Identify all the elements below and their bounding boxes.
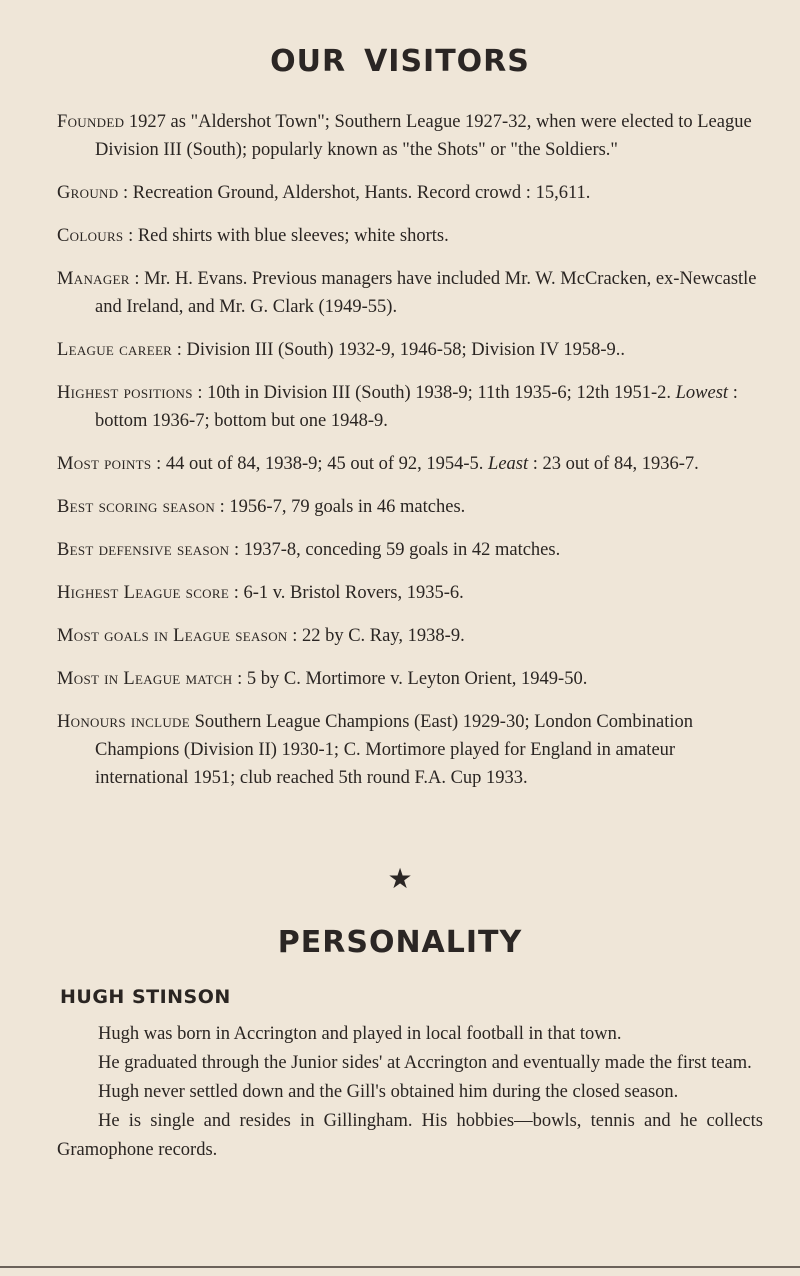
entry-label: Highest League score: [57, 583, 230, 603]
entry-text: : 10th in Division III (South) 1938-9; 11th 1935-6; 12th 1951-2.: [192, 383, 676, 403]
entry-sublabel: Lowest: [675, 383, 729, 403]
entry-label: Colours: [57, 226, 124, 246]
entry-label: Most goals in League season: [57, 626, 288, 646]
entry-text: : 23 out of 84, 1936-7.: [528, 454, 699, 474]
entry-label: Manager: [57, 269, 130, 289]
entry-league-career: [57, 336, 767, 364]
entry-sublabel: Least: [488, 454, 529, 474]
personality-bio: [57, 1020, 763, 1165]
entry-highest-positions: [57, 379, 767, 435]
entry-text: Southern League Champions (East) 1929-30; London Combination Champions (Division II) 1930-1; C. Mortimore played for England in amateur international 1951; club reached 5th round F.A. Cup 1933.: [95, 712, 694, 788]
entry-ground: [57, 179, 767, 207]
entry-text: 1927 as "Aldershot Town"; Southern League 1927-32, when were elected to League Division III (South); popularly known as "the Shots" or "the Soldiers.": [95, 112, 752, 160]
entry-text: : Division III (South) 1932-9, 1946-58; Division IV 1958-9..: [172, 340, 626, 360]
entry-label: Honours include: [57, 712, 190, 732]
club-facts: [57, 108, 767, 807]
bio-paragraph: He is single and resides in Gillingham. His hobbies—bowls, tennis and he collects Gramophone records.: [57, 1111, 763, 1160]
personality-name: HUGH STINSON: [60, 986, 231, 1008]
entry-label: Most points: [57, 454, 152, 474]
entry-text: : bottom 1936-7; bottom but one 1948-9.: [95, 383, 738, 431]
entry-honours: [57, 708, 767, 792]
entry-text: : 5 by C. Mortimore v. Leyton Orient, 1949-50.: [232, 669, 588, 689]
entry-best-defensive: [57, 536, 767, 564]
bio-paragraph: He graduated through the Junior sides' at Accrington and eventually made the first team.: [98, 1053, 752, 1073]
entry-highest-score: [57, 579, 767, 607]
our-visitors-heading: [0, 44, 800, 79]
entry-text: : 22 by C. Ray, 1938-9.: [287, 626, 465, 646]
entry-founded: [57, 108, 767, 164]
personality-heading: PERSONALITY: [277, 925, 523, 960]
title-word-our: OUR: [270, 44, 347, 79]
entry-text: : Recreation Ground, Aldershot, Hants. Record crowd : 15,611.: [118, 183, 591, 203]
entry-best-scoring: [57, 493, 767, 521]
entry-label: Highest positions: [57, 383, 193, 403]
title-word-visitors: VISITORS: [364, 44, 530, 79]
bottom-divider: [0, 1266, 800, 1268]
bio-paragraph: Hugh was born in Accrington and played in local football in that town.: [98, 1024, 622, 1044]
entry-manager: [57, 265, 767, 321]
entry-label: League career: [57, 340, 173, 360]
bio-paragraph: Hugh never settled down and the Gill's obtained him during the closed season.: [98, 1082, 679, 1102]
entry-label: Most in League match: [57, 669, 233, 689]
entry-most-goals-season: [57, 622, 767, 650]
entry-text: : 1956-7, 79 goals in 46 matches.: [215, 497, 466, 517]
entry-label: Best scoring season: [57, 497, 216, 517]
entry-label: Best defensive season: [57, 540, 230, 560]
entry-text: : 44 out of 84, 1938-9; 45 out of 92, 1954-5.: [151, 454, 489, 474]
entry-text: : Red shirts with blue sleeves; white shorts.: [123, 226, 449, 246]
entry-most-points: [57, 450, 767, 478]
star-icon: ★: [387, 862, 413, 895]
entry-text: : 1937-8, conceding 59 goals in 42 matches.: [229, 540, 561, 560]
entry-most-in-match: [57, 665, 767, 693]
entry-label: Founded: [57, 112, 125, 132]
entry-text: : Mr. H. Evans. Previous managers have included Mr. W. McCracken, ex-Newcastle and Ireland, and Mr. G. Clark (1949-55).: [95, 269, 757, 317]
entry-colours: [57, 222, 767, 250]
entry-label: Ground: [57, 183, 119, 203]
entry-text: : 6-1 v. Bristol Rovers, 1935-6.: [229, 583, 464, 603]
